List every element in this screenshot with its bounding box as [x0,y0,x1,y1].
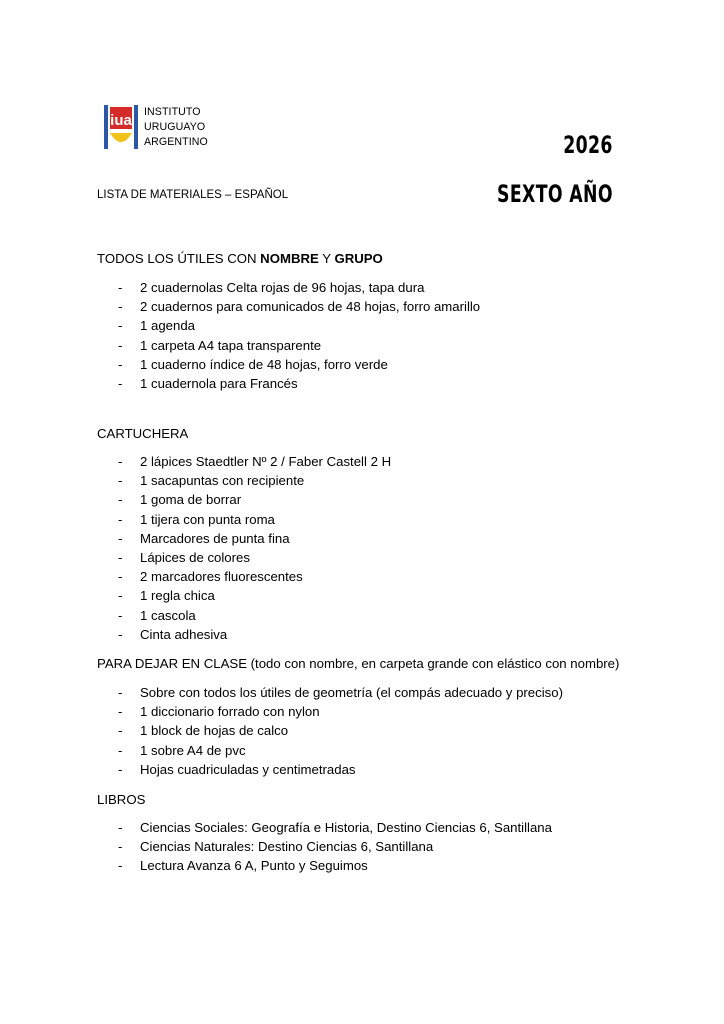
bullet-dash: - [118,337,123,353]
bullet-dash: - [118,511,123,527]
item-text: 1 regla chica [140,588,215,604]
bullet-dash: - [118,356,123,372]
bullet-dash: - [118,492,123,508]
bullet-dash: - [118,280,123,295]
bullet-dash: - [118,299,123,315]
heading-prefix: TODOS LOS ÚTILES CON [97,251,261,266]
bullet-dash: - [118,375,123,391]
item-text: 1 agenda [140,318,196,334]
item-text: Hojas cuadriculadas y centimetradas [140,761,356,777]
item-text: 1 block de hojas de calco [140,723,289,739]
item-text: 1 goma de borrar [140,492,242,508]
logo-line-1: INSTITUTO [144,106,201,118]
bullet-dash: - [118,685,123,700]
item-text: 1 sobre A4 de pvc [140,742,246,758]
item-text: 1 cascola [140,607,196,623]
item-text: 1 cuadernola para Francés [140,375,298,391]
bullet-dash: - [118,454,123,469]
section-heading-libros: LIBROS [97,792,146,807]
item-text: Ciencias Sociales: Geografía e Historia, Destino Ciencias 6, Santillana [140,820,552,835]
item-text: 2 marcadores fluorescentes [140,569,303,585]
bullet-dash: - [118,723,123,739]
bullet-dash: - [118,626,123,642]
bullet-dash: - [118,839,123,855]
section-heading-clase: PARA DEJAR EN CLASE (todo con nombre, en carpeta grande con elástico con nombre) [97,656,620,671]
bullet-dash: - [118,761,123,777]
bullet-dash: - [118,588,123,604]
logo-monogram: iua [110,112,132,129]
bullet-dash: - [118,569,123,585]
logo-line-3: ARGENTINO [144,136,208,148]
year: 2026 [563,131,613,159]
section-heading-cartuchera: CARTUCHERA [97,426,189,441]
item-text: Sobre con todos los útiles de geometría (el compás adecuado y preciso) [140,685,563,700]
item-text: 2 cuadernos para comunicados de 48 hojas, forro amarillo [140,299,481,315]
bullet-dash: - [118,704,123,720]
section-heading-todos [97,251,383,266]
bullet-dash: - [118,473,123,489]
item-text: 2 cuadernolas Celta rojas de 96 hojas, tapa dura [140,280,425,295]
grade-title: SEXTO AÑO [497,180,613,208]
item-text: Cinta adhesiva [140,626,228,642]
bullet-dash: - [118,742,123,758]
document-title: LISTA DE MATERIALES – ESPAÑOL [97,189,289,201]
bullet-dash: - [118,820,123,835]
heading-bold-grupo: GRUPO [334,251,383,266]
item-text: Ciencias Naturales: Destino Ciencias 6, Santillana [140,839,434,855]
bullet-dash: - [118,858,123,874]
bullet-dash: - [118,530,123,546]
heading-bold-nombre: NOMBRE [260,251,319,266]
bullet-dash: - [118,549,123,565]
item-text: Lectura Avanza 6 A, Punto y Seguimos [140,858,368,874]
item-text: 1 cuaderno índice de 48 hojas, forro verde [140,356,388,372]
logo-line-2: URUGUAYO [144,121,206,133]
school-logo [101,103,241,153]
item-text: 1 diccionario forrado con nylon [140,704,320,720]
bullet-dash: - [118,607,123,623]
item-text: Marcadores de punta fina [140,530,290,546]
school-logo-mark [101,103,141,153]
item-text: 1 carpeta A4 tapa transparente [140,337,322,353]
logo-text [144,105,208,150]
heading-mid: Y [318,251,335,266]
item-text: 1 sacapuntas con recipiente [140,473,305,489]
item-text: 1 tijera con punta roma [140,511,275,527]
item-text: Lápices de colores [140,549,250,565]
item-text: 2 lápices Staedtler Nº 2 / Faber Castell 2 H [140,454,392,469]
bullet-dash: - [118,318,123,334]
